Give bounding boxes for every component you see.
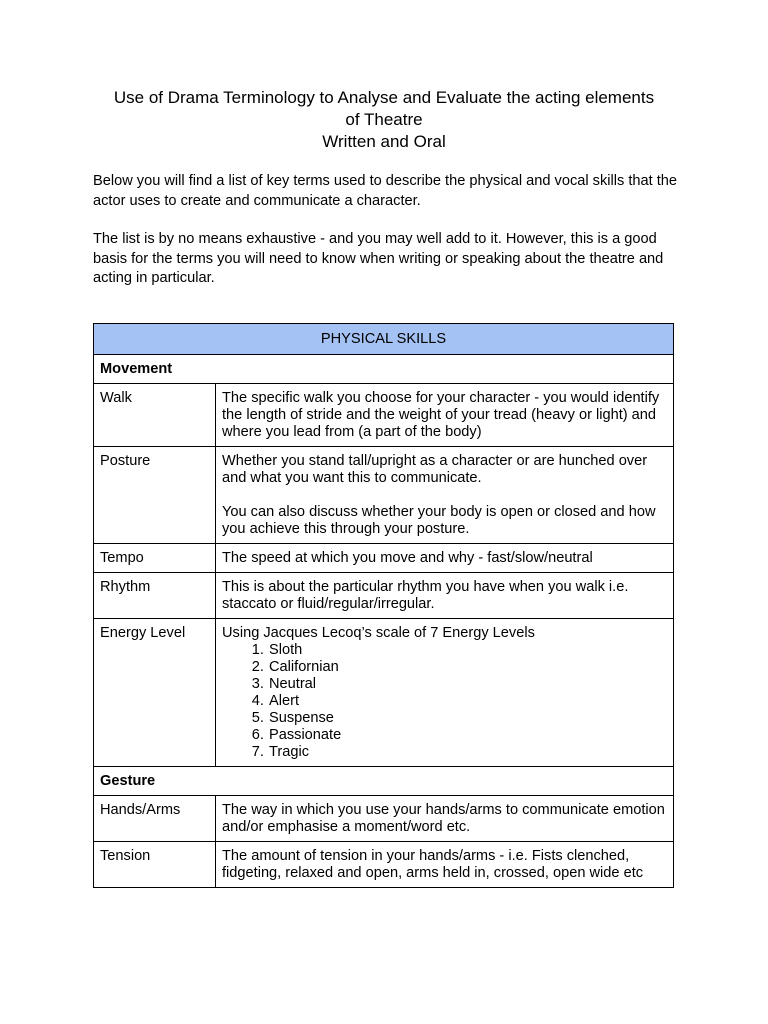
- term-hands-arms: Hands/Arms: [94, 796, 216, 842]
- table-row-rhythm: [94, 573, 674, 619]
- term-rhythm: Rhythm: [94, 573, 216, 619]
- table-row-walk: [94, 384, 674, 447]
- description-walk: The specific walk you choose for your character - you would identify the length of stride and the weight of your tread (heavy or light) and where you lead from (a part of the body): [216, 384, 674, 447]
- table-row-tension: [94, 842, 674, 888]
- energy-levels-list: [222, 642, 667, 761]
- description-posture-paragraph-1: Whether you stand tall/upright as a character or are hunched over and what you want this to communicate.: [222, 453, 648, 486]
- term-tempo: Tempo: [94, 544, 216, 573]
- table-row-posture: [94, 447, 674, 544]
- list-item: 6. Passionate: [268, 727, 667, 744]
- description-hands-arms: The way in which you use your hands/arms to communicate emotion and/or emphasise a moment/word etc.: [216, 796, 674, 842]
- description-tempo: The speed at which you move and why - fast/slow/neutral: [216, 544, 674, 573]
- section-row-movement: [94, 355, 674, 384]
- description-posture-paragraph-2: You can also discuss whether your body is open or closed and how you achieve this through your posture.: [222, 504, 656, 537]
- list-item: 3. Neutral: [268, 676, 667, 693]
- section-row-gesture: [94, 767, 674, 796]
- list-item: 2. Californian: [268, 659, 667, 676]
- title-line-1: Use of Drama Terminology to Analyse and Evaluate the acting elements: [113, 88, 655, 107]
- description-posture: [216, 447, 674, 544]
- term-posture: Posture: [94, 447, 216, 544]
- list-item: 1. Sloth: [268, 642, 667, 659]
- list-item: 5. Suspense: [268, 710, 667, 727]
- table-header-row: [94, 324, 674, 355]
- title-line-2: of Theatre: [345, 110, 423, 129]
- physical-skills-table: [93, 323, 674, 888]
- term-energy-level: Energy Level: [94, 619, 216, 767]
- section-heading-movement: Movement: [94, 355, 674, 384]
- document-title: [60, 87, 708, 153]
- table-header: PHYSICAL SKILLS: [94, 324, 674, 355]
- description-tension: The amount of tension in your hands/arms - i.e. Fists clenched, fidgeting, relaxed and open, arms held in, crossed, open wide etc: [216, 842, 674, 888]
- description-energy-level: [216, 619, 674, 767]
- term-walk: Walk: [94, 384, 216, 447]
- list-item: 4. Alert: [268, 693, 667, 710]
- table-row-energy-level: [94, 619, 674, 767]
- list-item: 7. Tragic: [268, 744, 667, 761]
- section-heading-gesture: Gesture: [94, 767, 674, 796]
- description-rhythm: This is about the particular rhythm you have when you walk i.e. staccato or fluid/regular/irregular.: [216, 573, 674, 619]
- table-row-tempo: [94, 544, 674, 573]
- intro-paragraph-2: The list is by no means exhaustive - and you may well add to it. However, this is a good basis for the terms you will need to know when writing or speaking about the theatre and acting in particular.: [93, 231, 664, 286]
- intro-paragraph-1: Below you will find a list of key terms used to describe the physical and vocal skills that the actor uses to create and communicate a character.: [93, 173, 678, 209]
- energy-level-intro: Using Jacques Lecoq’s scale of 7 Energy Levels: [222, 625, 535, 641]
- title-line-3: Written and Oral: [322, 132, 446, 151]
- term-tension: Tension: [94, 842, 216, 888]
- table-row-hands-arms: [94, 796, 674, 842]
